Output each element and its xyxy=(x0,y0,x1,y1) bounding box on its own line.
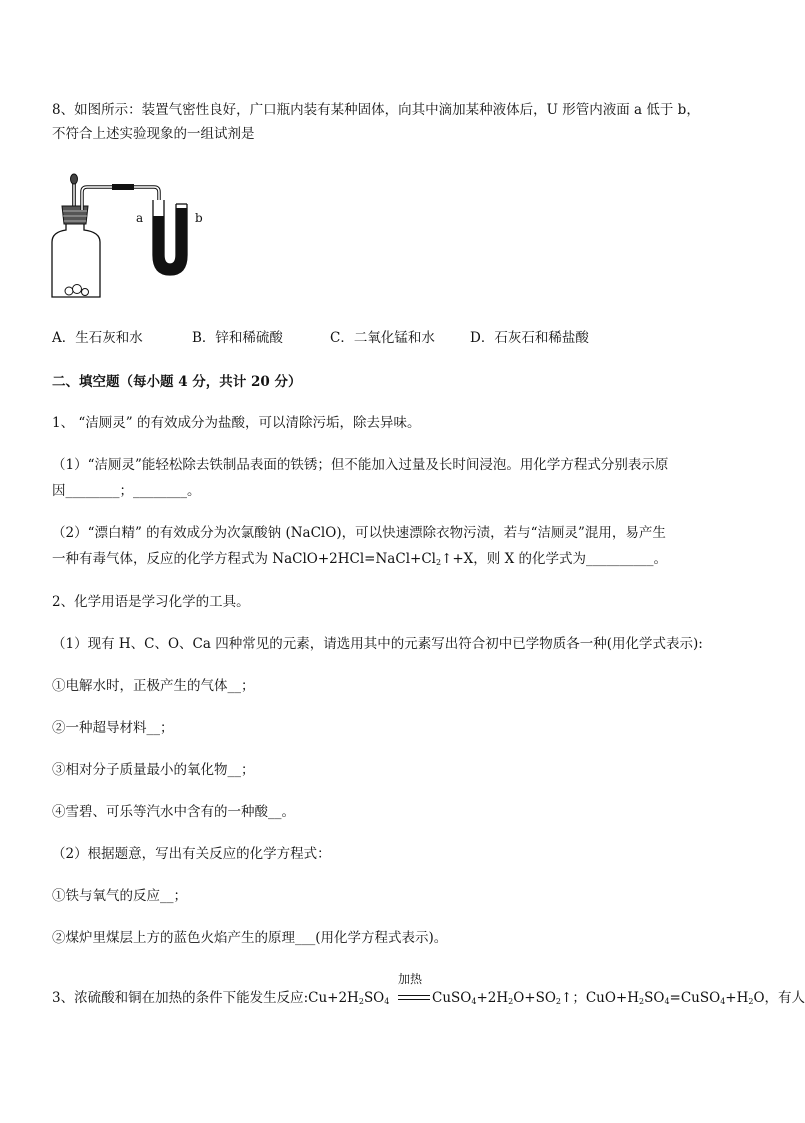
reaction-condition: 加热 xyxy=(398,972,423,986)
q8-option-d[interactable]: D．石灰石和稀盐酸 xyxy=(470,330,589,346)
rubber-joint xyxy=(112,184,134,190)
q3-line-end: $CuSO_4+2H_2O+SO_2↑$；$CuO+H_2SO_4=CuSO_4+H_2O$，有人 xyxy=(432,990,805,1006)
q8-option-b[interactable]: B．锌和稀硫酸 xyxy=(192,330,283,346)
connecting-tube xyxy=(82,187,159,210)
q2-item-6: ②煤炉里煤层上方的蓝色火焰产生的原理___(用化学方程式表示)。 xyxy=(52,930,448,946)
q1-part2-line2: 一种有毒气体，反应的化学方程式为 $NaClO+2HCl=NaCl+Cl_2↑+X$，则 X 的化学式为__________。 xyxy=(52,551,667,567)
q2-part2: （2）根据题意，写出有关反应的化学方程式： xyxy=(52,846,331,862)
u-tube-liquid xyxy=(153,208,187,275)
solid-particle xyxy=(65,287,73,295)
label-a: a xyxy=(136,211,144,225)
q1-part1-line1: （1）“洁厕灵”能轻松除去铁制品表面的铁锈；但不能加入过量及长时间浸泡。用化学方程式分别表示原 xyxy=(52,457,669,473)
q1-part2-line1: （2）“漂白精” 的有效成分为次氯酸钠 (NaClO)，可以快速漂除衣物污渍，若与“洁厕灵”混用，易产生 xyxy=(52,525,666,541)
q8-option-a[interactable]: A．生石灰和水 xyxy=(52,330,143,346)
q1-part1-line2: 因________；________。 xyxy=(52,483,201,499)
gas-pressure-apparatus-figure xyxy=(52,170,222,300)
q2-item-1: ①电解水时，正极产生的气体__； xyxy=(52,678,255,694)
label-b: b xyxy=(195,211,203,225)
q2-item-3: ③相对分子质量最小的氧化物__； xyxy=(52,762,255,778)
solid-particle xyxy=(73,285,82,294)
q3-line-start: 3、浓硫酸和铜在加热的条件下能发生反应$:Cu+2H_2SO_4$ xyxy=(52,990,390,1006)
reaction-equals-sign xyxy=(398,995,430,1000)
q2-item-4: ④雪碧、可乐等汽水中含有的一种酸__。 xyxy=(52,804,295,820)
q8-stem-line2: 不符合上述实验现象的一组试剂是 xyxy=(52,126,255,142)
q1-stem: 1、 “洁厕灵” 的有效成分为盐酸，可以清除污垢，除去异味。 xyxy=(52,415,421,431)
q8-option-c[interactable]: C．二氧化锰和水 xyxy=(330,330,435,346)
section-heading: 二、填空题（每小题 4 分，共计 20 分） xyxy=(52,374,302,390)
q2-stem: 2、化学用语是学习化学的工具。 xyxy=(52,594,250,610)
q8-stem-line1: 8、如图所示：装置气密性良好，广口瓶内装有某种固体，向其中滴加某种液体后，U 形管内液面 a 低于 b， xyxy=(52,102,700,118)
solid-particle xyxy=(82,289,89,296)
q2-part1: （1）现有 H、C、O、Ca 四种常见的元素，请选用其中的元素写出符合初中已学物质各一种(用化学式表示): xyxy=(52,636,703,652)
dropper-bulb xyxy=(71,174,78,184)
q2-item-5: ①铁与氧气的反应__； xyxy=(52,888,187,904)
q2-item-2: ②一种超导材料__； xyxy=(52,720,174,736)
